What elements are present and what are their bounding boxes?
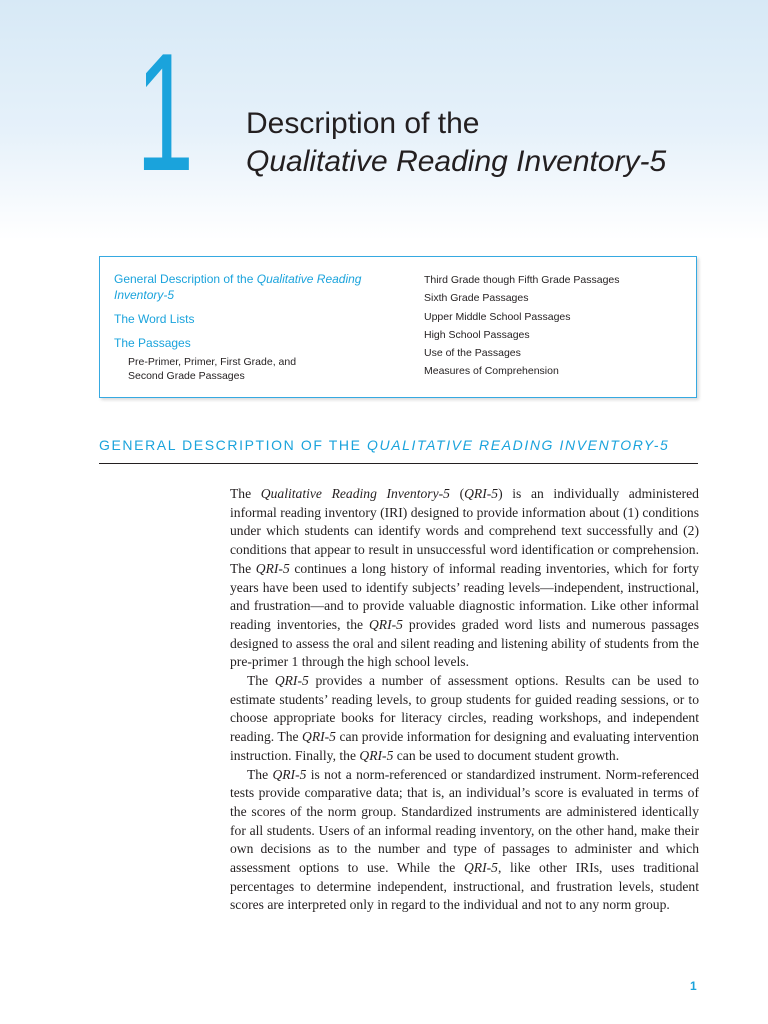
italic-title: QRI-5 [255,560,290,576]
body-paragraph-1 [230,485,699,672]
section-heading-prefix: GENERAL DESCRIPTION OF THE [99,437,368,453]
chapter-contents-box [99,256,697,398]
italic-title: QRI-5 [274,673,309,689]
body-paragraph-3 [230,766,699,916]
section-divider [99,463,698,464]
contents-item-high-school[interactable]: High School Passages [424,328,530,341]
contents-item-italic-title: Qualitative Reading Inventory-5 [114,272,362,302]
chapter-number: 1 [136,18,194,206]
text-run: is not a norm-referenced or standardized instrument. Norm-referenced tests provide comparative data; that is, an individual’s score is evaluated in terms of the scores of the norm group. Standardized instruments are administered identically for all students. Users of an informal reading inventory, on the other hand, make their own decisions as to the number and type of passages to administer and which assessment options to use. While the [230,766,699,876]
text-run: , like other IRIs, uses traditional percentages to determine independent, instructional, and frustration levels, student scores are interpreted only in regard to the individual and not to any norm group. [230,860,699,913]
page-number: 1 [690,979,697,993]
body-paragraph-2 [230,672,699,766]
contents-item-use-of-passages[interactable]: Use of the Passages [424,347,521,360]
contents-item-measures-comprehension[interactable]: Measures of Comprehension [424,365,559,378]
text-run: provides graded word lists and numerous passages designed to assess the oral and silent reading and listening ability of students from the pre-primer 1 through the high school levels. [230,616,699,670]
section-heading [99,437,669,453]
italic-title: QRI-5 [463,860,498,876]
section-heading-italic: QUALITATIVE READING INVENTORY-5 [367,437,670,453]
text-run: The [247,766,273,782]
chapter-title-line2: Qualitative Reading Inventory-5 [246,145,667,178]
contents-item-upper-middle[interactable]: Upper Middle School Passages [424,310,571,323]
contents-item-word-lists[interactable]: The Word Lists [114,312,195,326]
contents-item-passages[interactable]: The Passages [114,336,191,350]
text-run: ) is an individually administered informal reading inventory (IRI) designed to provide information about (1) conditions under which students can identify words and comprehend text successfully and (2) conditions that appear to result in unsuccessful word identification or comprehension. The [230,486,699,576]
body-text [230,485,699,915]
text-run: ( [449,486,465,501]
chapter-title [246,105,666,181]
contents-item-general-description[interactable] [114,271,394,303]
contents-right-column [424,271,684,381]
text-run: The [230,486,261,501]
italic-title: QRI-5 [464,486,499,501]
italic-title: Qualitative Reading Inventory-5 [260,486,450,501]
chapter-title-line1: Description of the [246,107,480,140]
italic-title: QRI-5 [368,616,403,632]
contents-subitem-early-passages[interactable]: Pre-Primer, Primer, First Grade, and Second Grade Passages [128,356,297,382]
italic-title: QRI-5 [359,747,394,763]
contents-left-column [114,271,394,383]
text-run: provides a number of assessment options. Results can be used to estimate students’ reading levels, to group students for guided reading sessions, or to choose appropriate books for literacy circles, reading workshops, and independent reading. The [230,673,699,745]
italic-title: QRI-5 [302,729,336,745]
contents-item-prefix: General Description of the [114,272,257,286]
text-run: continues a long history of informal reading inventories, which for forty years have been used to identify subjects’ reading levels—independent, instructional, and frustration—and to provide valuable diagnostic information. Like other informal reading inventories, the [230,560,699,632]
text-run: The [247,673,275,689]
text-run: can be used to document student growth. [393,747,620,763]
contents-item-third-fifth[interactable]: Third Grade though Fifth Grade Passages [424,274,620,286]
italic-title: QRI-5 [272,766,307,782]
contents-item-sixth-grade[interactable]: Sixth Grade Passages [424,292,529,305]
text-run: can provide information for designing and evaluating intervention instruction. Finally, the [230,729,699,763]
